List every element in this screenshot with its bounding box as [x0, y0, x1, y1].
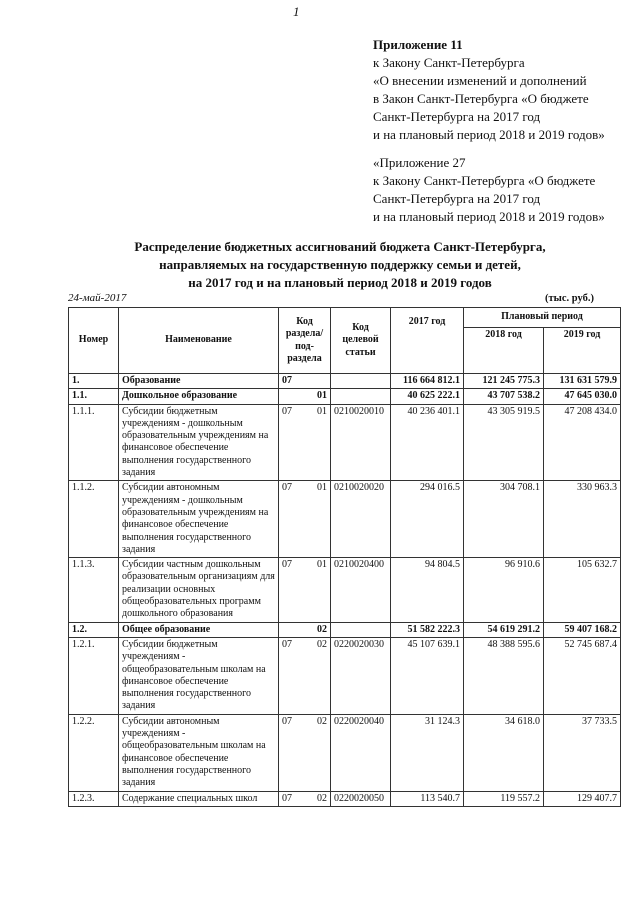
row-2017: 116 664 812.1 — [391, 374, 464, 389]
row-2019: 47 645 030.0 — [544, 389, 621, 404]
header-section-code: Код раздела/ под-раздела — [279, 308, 331, 374]
appendix-27-block — [373, 154, 605, 226]
row-target-code — [331, 622, 391, 637]
subsection: 02 — [317, 623, 327, 635]
title-line: на 2017 год и на плановый период 2018 и 2019 годов — [188, 275, 492, 290]
table-row — [69, 637, 621, 714]
row-2018: 304 708.1 — [464, 481, 544, 558]
header-planned-period: Плановый период — [464, 308, 621, 328]
table-row — [69, 791, 621, 806]
row-2017: 40 625 222.1 — [391, 389, 464, 404]
title-line: Распределение бюджетных ассигнований бюджета Санкт-Петербурга, — [134, 239, 546, 254]
row-2017: 113 540.7 — [391, 791, 464, 806]
row-target-code: 0210020020 — [331, 481, 391, 558]
row-2018: 121 245 775.3 — [464, 374, 544, 389]
row-2018: 96 910.6 — [464, 558, 544, 622]
row-number: 1.2.2. — [69, 714, 119, 791]
section: 07 — [282, 715, 292, 727]
row-target-code: 0220020040 — [331, 714, 391, 791]
row-target-code — [331, 374, 391, 389]
document-title — [60, 238, 620, 292]
row-2018: 48 388 595.6 — [464, 637, 544, 714]
row-2017: 94 804.5 — [391, 558, 464, 622]
row-2019: 47 208 434.0 — [544, 404, 621, 481]
row-2019: 59 407 168.2 — [544, 622, 621, 637]
row-section-code — [279, 481, 331, 558]
header-2017: 2017 год — [391, 308, 464, 374]
row-section-code — [279, 622, 331, 637]
row-2019: 105 632.7 — [544, 558, 621, 622]
subsection: 01 — [317, 559, 327, 571]
subsection: 01 — [317, 390, 327, 402]
section: 07 — [282, 375, 292, 386]
row-section-code — [279, 714, 331, 791]
row-section-code — [279, 389, 331, 404]
appendix-line: в Закон Санкт-Петербурга «О бюджете — [373, 91, 589, 106]
row-2019: 52 745 687.4 — [544, 637, 621, 714]
row-target-code: 0210020010 — [331, 404, 391, 481]
header-target-code: Код целевой статьи — [331, 308, 391, 374]
section: 07 — [282, 405, 292, 417]
appendix-title: Приложение 11 — [373, 37, 463, 52]
row-number: 1.1. — [69, 389, 119, 404]
table-row — [69, 558, 621, 622]
section: 07 — [282, 638, 292, 650]
row-name: Дошкольное образование — [119, 389, 279, 404]
row-name: Субсидии частным дошкольным образовательным организациям для реализации основных общеобразовательных программ дошкольного образования — [119, 558, 279, 622]
row-number: 1. — [69, 374, 119, 389]
subsection: 02 — [317, 638, 327, 650]
row-name: Содержание специальных школ — [119, 791, 279, 806]
row-2019: 131 631 579.9 — [544, 374, 621, 389]
header-name: Наименование — [119, 308, 279, 374]
row-name: Субсидии автономным учреждениям - дошкольным образовательным учреждениям на финансовое обеспечение выполнения государственного задания — [119, 481, 279, 558]
appendix-11-block — [373, 36, 605, 144]
table-row — [69, 481, 621, 558]
row-2017: 45 107 639.1 — [391, 637, 464, 714]
title-line: направляемых на государственную поддержку семьи и детей, — [159, 257, 521, 272]
subsection: 02 — [317, 715, 327, 727]
row-number: 1.1.3. — [69, 558, 119, 622]
row-2019: 330 963.3 — [544, 481, 621, 558]
row-target-code: 0210020400 — [331, 558, 391, 622]
row-2017: 294 016.5 — [391, 481, 464, 558]
header-2018: 2018 год — [464, 328, 544, 374]
row-2019: 37 733.5 — [544, 714, 621, 791]
appendix-line: «Приложение 27 — [373, 155, 466, 170]
row-number: 1.2.3. — [69, 791, 119, 806]
row-name: Образование — [119, 374, 279, 389]
appendix-line: к Закону Санкт-Петербурга «О бюджете — [373, 173, 596, 188]
row-section-code — [279, 637, 331, 714]
subsection: 02 — [317, 792, 327, 804]
row-2018: 54 619 291.2 — [464, 622, 544, 637]
row-name: Субсидии бюджетным учреждениям - дошкольным образовательным учреждениям на финансовое обеспечение выполнения государственного задания — [119, 404, 279, 481]
appendix-line: и на плановый период 2018 и 2019 годов» — [373, 209, 605, 224]
row-2018: 119 557.2 — [464, 791, 544, 806]
row-section-code — [279, 404, 331, 481]
subsection: 01 — [317, 482, 327, 494]
row-number: 1.1.1. — [69, 404, 119, 481]
header-2019: 2019 год — [544, 328, 621, 374]
row-name: Субсидии автономным учреждениям - общеобразовательным школам на финансовое обеспечение выполнения государственного задания — [119, 714, 279, 791]
row-name: Субсидии бюджетным учреждениям - общеобразовательным школам на финансовое обеспечение выполнения государственного задания — [119, 637, 279, 714]
units-label: (тыс. руб.) — [545, 293, 594, 304]
table-row — [69, 404, 621, 481]
table-row — [69, 389, 621, 404]
appendix-line: Санкт-Петербурга на 2017 год — [373, 109, 541, 124]
header-number: Номер — [69, 308, 119, 374]
table-row — [69, 374, 621, 389]
page-number: 1 — [293, 4, 300, 19]
appendix-line: к Закону Санкт-Петербурга — [373, 55, 525, 70]
document-date: 24-май-2017 — [68, 292, 127, 304]
row-2018: 43 305 919.5 — [464, 404, 544, 481]
row-target-code — [331, 389, 391, 404]
table-row — [69, 622, 621, 637]
row-2017: 51 582 222.3 — [391, 622, 464, 637]
row-section-code — [279, 791, 331, 806]
section: 07 — [282, 482, 292, 494]
subsection: 01 — [317, 405, 327, 417]
row-number: 1.2.1. — [69, 637, 119, 714]
row-section-code — [279, 374, 331, 389]
row-target-code: 0220020050 — [331, 791, 391, 806]
row-2018: 34 618.0 — [464, 714, 544, 791]
section: 07 — [282, 559, 292, 571]
row-section-code — [279, 558, 331, 622]
row-target-code: 0220020030 — [331, 637, 391, 714]
row-number: 1.1.2. — [69, 481, 119, 558]
row-2017: 40 236 401.1 — [391, 404, 464, 481]
table-row — [69, 714, 621, 791]
row-2018: 43 707 538.2 — [464, 389, 544, 404]
appendix-line: Санкт-Петербурга на 2017 год — [373, 191, 541, 206]
appendix-line: «О внесении изменений и дополнений — [373, 73, 587, 88]
budget-table — [68, 307, 621, 807]
appendix-line: и на плановый период 2018 и 2019 годов» — [373, 127, 605, 142]
row-2017: 31 124.3 — [391, 714, 464, 791]
section: 07 — [282, 792, 292, 804]
row-name: Общее образование — [119, 622, 279, 637]
row-2019: 129 407.7 — [544, 791, 621, 806]
row-number: 1.2. — [69, 622, 119, 637]
